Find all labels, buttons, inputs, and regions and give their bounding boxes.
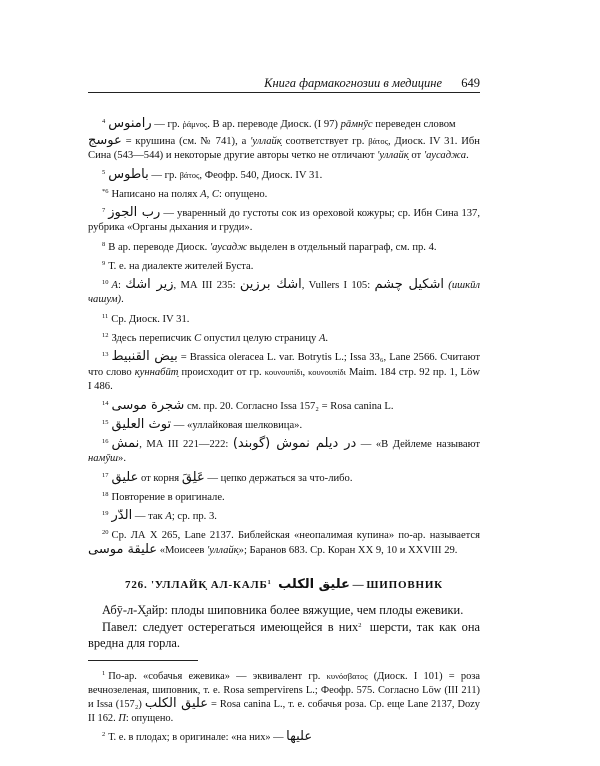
- note-19: $^{19}$ الدّر — так А; ср. пр. 3.: [102, 508, 217, 524]
- note-20: $^{20}$ Ср. ЛА X 265, Lane 2137. Библейская «неопалимая купина» по-ар. называется عليقة موسى «Моисеев 'уллайк̣»; Баранов 683. Ср. Коран XX 9, 10 и XXVIII 29.: [88, 529, 480, 558]
- main-paragraph-2: Павел: следует остерегаться имеющейся в них$^2$ шерсти, так как она вредна для горла.: [88, 619, 480, 651]
- entry-heading-arabic: عليق الكلب: [278, 576, 350, 592]
- main-paragraph-1: Абӯ-л-Х̮айр: плоды шиповника более вяжущие, чем плоды ежевики.: [102, 602, 464, 617]
- note-12: $^{12}$ Здесь переписчик С опустил целую страницу А.: [102, 331, 329, 344]
- note-5: $^5$ باطوس — гр. βάτος, Феофр. 540, Диоск. IV 31.: [102, 166, 323, 182]
- running-head: [88, 74, 480, 93]
- footnote-2: $^2$ Т. е. в плодах; в оригинале: «на них» — عليها: [102, 728, 313, 744]
- note-11: $^{11}$ Ср. Диоск. IV 31.: [102, 312, 190, 325]
- note-7: $^7$ رب الجوز — уваренный до густоты сок из ореховой кожуры; ср. Ибн Сина 137, рубрика «Органы дыхания и груди».: [88, 205, 480, 234]
- note-17: $^{17}$ عليق от корня عَلِقَ — цепко держаться за что-либо.: [102, 469, 353, 485]
- note-10: $^{10}$ А: زير اشك, МА III 235: اشك برزين, Vullers I 105: اشكيل چشم (ишкӣл чашум).: [88, 277, 480, 306]
- note-15: $^{15}$ توث العليق — «уллайковая шелковица».: [102, 416, 303, 432]
- page: [88, 74, 480, 747]
- note-16: $^{16}$ نمش, МА III 221—222: در ديلم نموش (گوبند) — «В Дейлеме называют намӯш».: [88, 436, 480, 465]
- note-18: $^{18}$ Повторение в оригинале.: [102, 490, 225, 503]
- note-14: $^{14}$ شجرة موسى см. пр. 20. Согласно Issa 157₂ = Rosa canina L.: [102, 397, 394, 413]
- running-title: Книга фармакогнозии в медицине: [264, 76, 442, 90]
- note-13: $^{13}$ بيض القنبيط = Brassica oleracea L. var. Botrytis L.; Issa 33₆, Lane 2566. Считают что слово к̣уннабӣт̣ происходит от гр. κουνουπίδι, κουνουπίδι Maim. 184 стр. 92 пр. 1, Löw I 486.: [88, 349, 481, 393]
- footnote-1: $^1$ По-ар. «собачья ежевика» — эквивалент гр. κυνόσβατος (Диоск. I 101) = роза вечнозеленая, шиповник, т. е. Rosa sempervirens L.; Феофр. 575. Согласно Löw (III 211) и Issa (157₂) عليق الكلب = Rosa canina L., т. е. собачья роза. Ср. еще Lane 2137, Dozy II 162. П: опущено.: [88, 669, 480, 725]
- note-8: $^8$ В ар. переводе Диоск. 'аусадж выделен в отдельный параграф, см. пр. 4.: [102, 240, 437, 253]
- endnotes-block: [88, 115, 480, 559]
- note-4: $^4$ رامنوس — гр. ῥάμνος. В ар. переводе Диоск. (I 97) рāмнӯс переведен словом: [102, 116, 456, 131]
- footnote-rule: [88, 660, 198, 661]
- note-9: $^9$ Т. е. на диалекте жителей Буста.: [102, 259, 254, 272]
- note-6: $^{*6}$ Написано на полях А, С: опущено.: [102, 187, 268, 200]
- page-number: 649: [461, 76, 480, 90]
- note-4-cont: عوسج = крушина (см. № 741), а 'уллайк̣ соответствует гр. βάτος, Диоск. IV 31. Ибн Сина (543—544) и некоторые другие авторы четко не отличают 'уллайк̣ от 'аусаджа.: [88, 133, 480, 162]
- entry-heading: 726. 'УЛЛАЙК̣ АЛ-КАЛБ$^1$ عليق الكلب — ШИПОВНИК: [125, 576, 443, 592]
